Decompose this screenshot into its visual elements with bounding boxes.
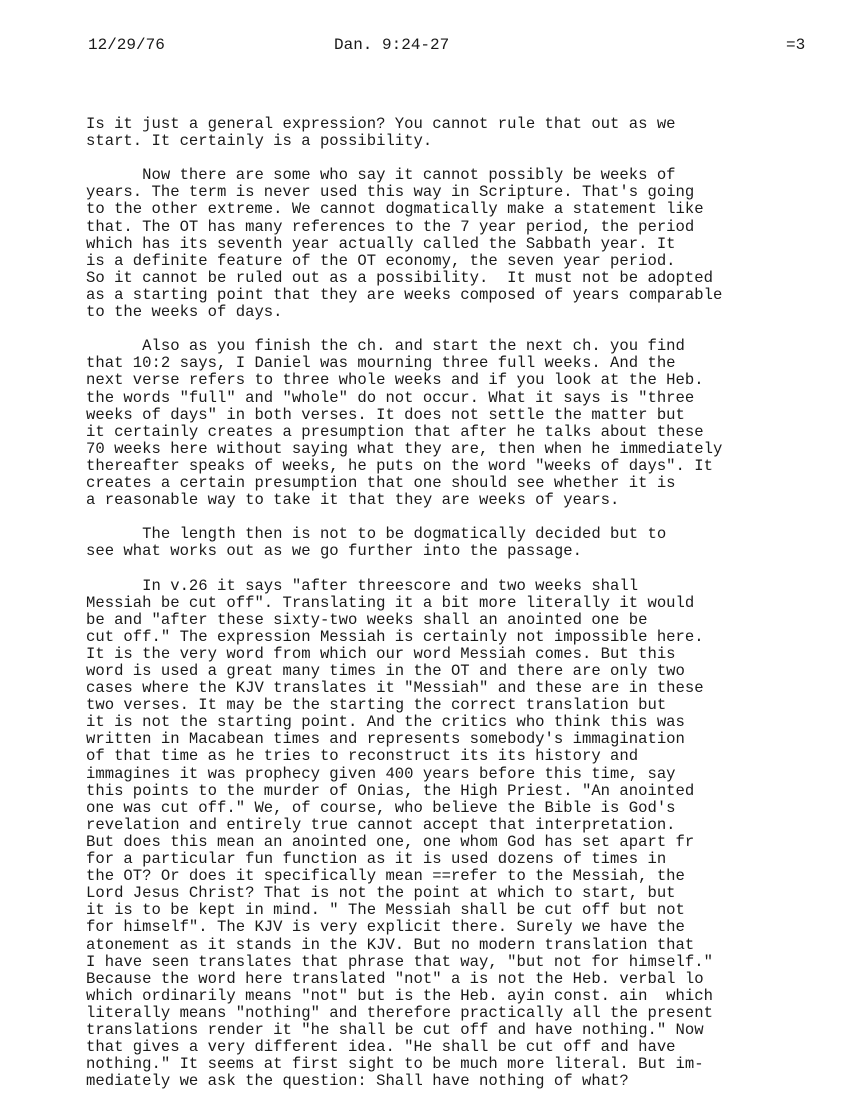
text-line: atonement as it stands in the KJV. But no modern translation that	[86, 935, 695, 954]
text-line: it is to be kept in mind. " The Messiah shall be cut off but not	[86, 901, 685, 920]
text-line: In v.26 it says "after threescore and two weeks shall	[86, 576, 639, 595]
text-line: Also as you finish the ch. and start the next ch. you find	[86, 337, 685, 356]
text-line: for himself". The KJV is very explicit there. Surely we have the	[86, 918, 685, 937]
text-line: which ordinarily means "not" but is the Heb. ayin const. ain which	[86, 986, 713, 1005]
text-line: to the other extreme. We cannot dogmatically make a statement like	[86, 200, 704, 219]
text-line: cases where the KJV translates it "Messiah" and these are in these	[86, 679, 704, 698]
text-line: But does this mean an anointed one, one whom God has set apart fr	[86, 832, 695, 851]
paragraph	[86, 116, 806, 150]
text-line: the words "full" and "whole" do not occur. What it says is "three	[86, 388, 695, 407]
text-line: which has its seventh year actually called the Sabbath year. It	[86, 234, 676, 253]
text-line: for a particular fun function as it is used dozens of times in	[86, 850, 667, 869]
paragraph-spacer	[86, 321, 806, 338]
text-line: as a starting point that they are weeks composed of years comparable	[86, 285, 723, 304]
text-line: cut off." The expression Messiah is certainly not impossible here.	[86, 627, 704, 646]
text-line: Lord Jesus Christ? That is not the point at which to start, but	[86, 884, 676, 903]
text-line: Because the word here translated "not" a is not the Heb. verbal lo	[86, 969, 704, 988]
text-line: mediately we ask the question: Shall have nothing of what?	[86, 1072, 629, 1091]
text-line: word is used a great many times in the OT and there are only two	[86, 662, 685, 680]
text-line: it certainly creates a presumption that after he talks about these	[86, 422, 704, 441]
header-reference: Dan. 9:24-27	[334, 36, 450, 54]
text-line: weeks of days" in both verses. It does not settle the matter but	[86, 405, 685, 424]
text-line: So it cannot be ruled out as a possibility. It must not be adopted	[86, 268, 713, 287]
text-line: one was cut off." We, of course, who believe the Bible is God's	[86, 798, 676, 817]
text-line: The length then is not to be dogmatically decided but to	[86, 525, 667, 544]
text-line: that gives a very different idea. "He shall be cut off and have	[86, 1038, 676, 1057]
text-line: start. It certainly is a possibility.	[86, 132, 433, 151]
text-line: revelation and entirely true cannot accept that interpretation.	[86, 815, 676, 834]
text-line: Now there are some who say it cannot possibly be weeks of	[86, 166, 676, 185]
text-line: a reasonable way to take it that they are weeks of years.	[86, 491, 620, 510]
paragraph	[86, 578, 806, 1091]
text-line: creates a certain presumption that one should see whether it is	[86, 473, 676, 492]
text-line: next verse refers to three whole weeks and if you look at the Heb.	[86, 371, 704, 390]
paragraph-spacer	[86, 509, 806, 526]
paragraph-spacer	[86, 560, 806, 577]
paragraph	[86, 167, 806, 321]
text-line: it is not the starting point. And the critics who think this was	[86, 713, 685, 732]
text-line: 70 weeks here without saying what they are, then when he immediately	[86, 439, 723, 458]
document-body	[86, 116, 806, 1090]
text-line: written in Macabean times and represents somebody's immagination	[86, 730, 685, 749]
text-line: literally means "nothing" and therefore practically all the present	[86, 1003, 713, 1022]
paragraph-spacer	[86, 150, 806, 167]
text-line: Is it just a general expression? You cannot rule that out as we	[86, 115, 676, 133]
text-line: thereafter speaks of weeks, he puts on the word "weeks of days". It	[86, 456, 713, 475]
text-line: nothing." It seems at first sight to be much more literal. But im-	[86, 1055, 704, 1074]
text-line: is a definite feature of the OT economy, the seven year period.	[86, 251, 676, 270]
text-line: this points to the murder of Onias, the High Priest. "An anointed	[86, 781, 695, 800]
header-date: 12/29/76	[88, 36, 165, 54]
header-page-number: =3	[786, 36, 806, 54]
text-line: years. The term is never used this way in Scripture. That's going	[86, 183, 695, 202]
text-line: be and "after these sixty-two weeks shall an anointed one be	[86, 610, 648, 629]
text-line: translations render it "he shall be cut off and have nothing." Now	[86, 1020, 704, 1039]
text-line: immagines it was prophecy given 400 years before this time, say	[86, 764, 676, 783]
text-line: see what works out as we go further into the passage.	[86, 542, 582, 561]
text-line: that. The OT has many references to the 7 year period, the period	[86, 217, 695, 236]
text-line: Messiah be cut off". Translating it a bit more literally it would	[86, 593, 695, 612]
text-line: that 10:2 says, I Daniel was mourning three full weeks. And the	[86, 354, 676, 373]
text-line: It is the very word from which our word Messiah comes. But this	[86, 644, 676, 663]
paragraph	[86, 526, 806, 560]
text-line: I have seen translates that phrase that way, "but not for himself."	[86, 952, 713, 971]
text-line: of that time as he tries to reconstruct its its history and	[86, 747, 639, 766]
text-line: to the weeks of days.	[86, 303, 283, 322]
text-line: the OT? Or does it specifically mean ==refer to the Messiah, the	[86, 867, 685, 886]
paragraph	[86, 338, 806, 509]
text-line: two verses. It may be the starting the correct translation but	[86, 696, 667, 715]
